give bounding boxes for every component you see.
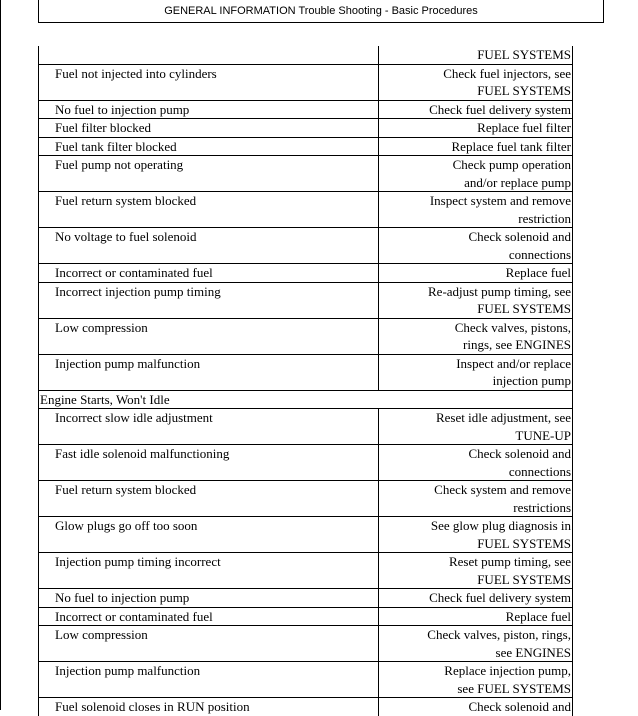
condition-cell: Fast idle solenoid malfunctioning [38, 445, 379, 480]
page-edge-line [0, 0, 1, 710]
condition-cell: Low compression [38, 626, 379, 661]
condition-cell: Fuel filter blocked [38, 119, 379, 137]
action-cell: Check fuel delivery system [429, 101, 571, 117]
action-cell: See glow plug diagnosis in FUEL SYSTEMS [430, 518, 571, 551]
row-group-no-idle [38, 408, 572, 716]
table-row [38, 408, 572, 444]
action-cell: Replace injection pump, see FUEL SYSTEMS [444, 663, 571, 696]
condition-cell: No voltage to fuel solenoid [38, 228, 379, 263]
action-cell: Check fuel injectors, see FUEL SYSTEMS [443, 65, 571, 98]
action-cell: Reset pump timing, see FUEL SYSTEMS [448, 554, 571, 587]
action-cell: Re-adjust pump timing, see FUEL SYSTEMS [428, 283, 571, 316]
table-row [38, 191, 572, 227]
condition-cell [38, 46, 379, 64]
table-row [38, 607, 572, 626]
condition-cell: Fuel tank filter blocked [38, 138, 379, 156]
table-row [38, 318, 572, 354]
action-cell: Reset idle adjustment, see TUNE-UP [435, 410, 571, 443]
action-cell: Replace fuel filter [477, 120, 571, 135]
condition-cell: Injection pump malfunction [38, 355, 379, 390]
action-cell: Check solenoid and connections [468, 446, 571, 479]
action-cell: FUEL SYSTEMS [477, 47, 571, 62]
page-header: GENERAL INFORMATION Trouble Shooting - Basic Procedures [38, 0, 604, 23]
condition-cell: Fuel solenoid closes in RUN position [38, 698, 379, 716]
troubleshooting-table [38, 46, 573, 716]
table-row [38, 227, 572, 263]
section-heading: Engine Starts, Won't Idle [38, 390, 572, 409]
table-row [38, 100, 572, 119]
table-row [38, 480, 572, 516]
table-row [38, 625, 572, 661]
table-row [38, 155, 572, 191]
condition-cell: No fuel to injection pump [38, 101, 379, 119]
action-cell: Check solenoid and [468, 699, 571, 714]
condition-cell: Injection pump malfunction [38, 662, 379, 697]
row-group-no-start [38, 64, 572, 390]
action-cell: Check valves, pistons, rings, see ENGINES [454, 319, 571, 352]
action-cell: Replace fuel [505, 608, 571, 624]
condition-cell: Incorrect injection pump timing [38, 283, 379, 318]
action-cell: Inspect system and remove restriction [429, 193, 571, 226]
table-row [38, 588, 572, 607]
condition-cell: Incorrect or contaminated fuel [38, 264, 379, 282]
condition-cell: Fuel not injected into cylinders [38, 65, 379, 100]
action-cell: Replace fuel tank filter [451, 138, 571, 154]
action-cell: Check system and remove restrictions [434, 482, 571, 515]
table-row-carry-over [38, 46, 572, 64]
table-row [38, 64, 572, 100]
condition-cell: Fuel return system blocked [38, 192, 379, 227]
table-row [38, 354, 572, 390]
condition-cell: Fuel return system blocked [38, 481, 379, 516]
table-row [38, 552, 572, 588]
table-row [38, 137, 572, 156]
table-row [38, 282, 572, 318]
table-row [38, 263, 572, 282]
condition-cell: Low compression [38, 319, 379, 354]
action-cell: Check solenoid and connections [468, 229, 571, 262]
condition-cell: Fuel pump not operating [38, 156, 379, 191]
condition-cell: Glow plugs go off too soon [38, 517, 379, 552]
table-row [38, 444, 572, 480]
condition-cell: Incorrect or contaminated fuel [38, 608, 379, 626]
action-cell: Check fuel delivery system [429, 590, 571, 605]
condition-cell: Injection pump timing incorrect [38, 553, 379, 588]
action-cell: Check pump operation and/or replace pump [452, 157, 571, 190]
action-cell: Replace fuel [505, 265, 571, 280]
condition-cell: Incorrect slow idle adjustment [38, 409, 379, 444]
action-cell: Check valves, piston, rings, see ENGINES [427, 627, 571, 660]
table-row [38, 118, 572, 137]
action-cell: Inspect and/or replace injection pump [456, 355, 571, 388]
table-row [38, 697, 572, 716]
table-row [38, 661, 572, 697]
condition-cell: No fuel to injection pump [38, 589, 379, 607]
table-row [38, 516, 572, 552]
